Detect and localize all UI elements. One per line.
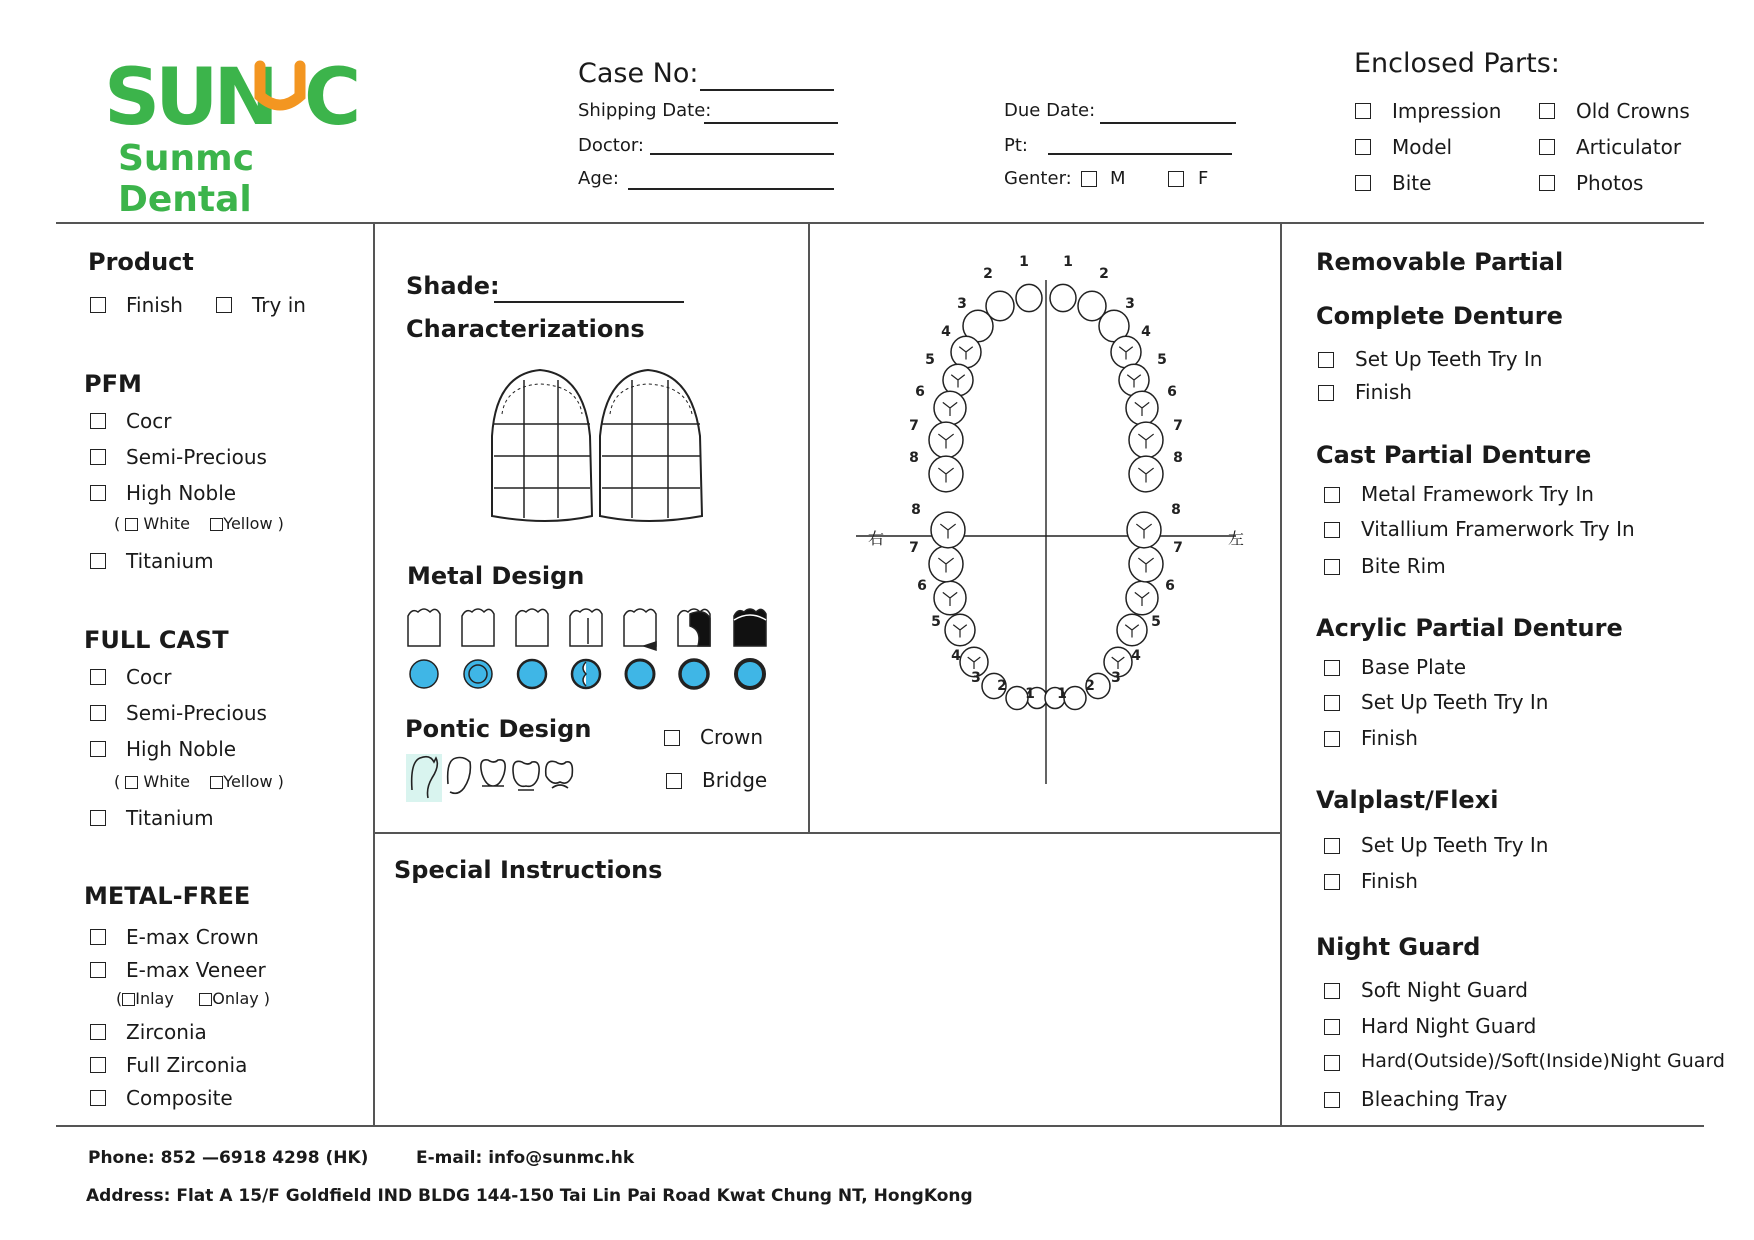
cast-metal-framework-label: Metal Framework Try In (1361, 482, 1594, 506)
complete-finish-checkbox[interactable] (1318, 385, 1334, 401)
characterizations-title: Characterizations (406, 315, 645, 343)
doctor-field[interactable] (650, 153, 834, 155)
svg-text:C: C (304, 53, 362, 132)
pontic-5-icon[interactable] (546, 761, 573, 788)
product-try-in-label: Try in (252, 293, 306, 317)
gender-label: Genter: (1004, 168, 1072, 189)
pfm-white-checkbox[interactable] (125, 518, 138, 531)
metal-free-zirconia-checkbox[interactable] (90, 1024, 106, 1040)
shipping-date-field[interactable] (704, 122, 838, 124)
tooth-number-upper-left-3: 3 (1125, 296, 1135, 312)
product-finish-label: Finish (126, 293, 183, 317)
pontic-crown-checkbox[interactable] (664, 730, 680, 746)
gender-f-checkbox[interactable] (1168, 171, 1184, 187)
metal-design-title: Metal Design (407, 562, 585, 590)
night-soft-checkbox[interactable] (1324, 983, 1340, 999)
acrylic-finish-label: Finish (1361, 726, 1418, 750)
tooth-number-upper-left-6: 6 (1167, 384, 1177, 400)
special-instructions-title: Special Instructions (394, 856, 663, 884)
tooth-upper-right-1[interactable] (1016, 284, 1042, 311)
metal-free-emax-crown-checkbox[interactable] (90, 929, 106, 945)
night-hard-soft-checkbox[interactable] (1324, 1055, 1340, 1071)
full-cast-titanium-label: Titanium (126, 806, 214, 830)
characterization-teeth-diagram[interactable] (488, 366, 710, 538)
metal-free-inlay-onlay-options: ( Inlay Onlay ) (116, 989, 271, 1008)
tooth-number-lower-right-5: 5 (931, 614, 941, 630)
special-instructions-area[interactable] (380, 900, 1270, 1118)
col-divider-3 (1280, 222, 1282, 1126)
enclosed-model-checkbox[interactable] (1355, 139, 1371, 155)
tooth-number-lower-left-8: 8 (1171, 502, 1181, 518)
night-soft-label: Soft Night Guard (1361, 978, 1528, 1002)
metal-free-inlay-checkbox[interactable] (122, 993, 135, 1006)
complete-setup-checkbox[interactable] (1318, 352, 1334, 368)
special-divider (373, 832, 1281, 834)
pfm-titanium-checkbox[interactable] (90, 553, 106, 569)
valplast-finish-checkbox[interactable] (1324, 874, 1340, 890)
brand-name: Sunmc Dental (118, 138, 255, 220)
tooth-number-lower-left-3: 3 (1111, 670, 1121, 686)
acrylic-setup-label: Set Up Teeth Try In (1361, 690, 1549, 714)
full-cast-yellow-checkbox[interactable] (210, 776, 223, 789)
acrylic-base-plate-checkbox[interactable] (1324, 660, 1340, 676)
pfm-alloy-options: ( White Yellow ) (114, 514, 284, 533)
enclosed-bite-checkbox[interactable] (1355, 175, 1371, 191)
valplast-setup-label: Set Up Teeth Try In (1361, 833, 1549, 857)
enclosed-model-label: Model (1392, 135, 1453, 159)
night-bleaching-tray-label: Bleaching Tray (1361, 1087, 1508, 1111)
enclosed-photos-checkbox[interactable] (1539, 175, 1555, 191)
acrylic-base-plate-label: Base Plate (1361, 655, 1467, 679)
enclosed-articulator-label: Articulator (1576, 135, 1682, 159)
tooth-number-lower-right-1: 1 (1025, 686, 1035, 702)
full-cast-high-noble-label: High Noble (126, 737, 237, 761)
pfm-cocr-checkbox[interactable] (90, 413, 106, 429)
metal-design-7-icon[interactable] (734, 609, 766, 688)
logo (104, 52, 374, 220)
valplast-setup-checkbox[interactable] (1324, 838, 1340, 854)
enclosed-impression-label: Impression (1392, 99, 1502, 123)
pfm-title: PFM (84, 370, 142, 398)
product-try-in-checkbox[interactable] (216, 297, 232, 313)
tooth-number-lower-right-8: 8 (911, 502, 921, 518)
pontic-crown-label: Crown (700, 725, 764, 749)
col-divider-1 (373, 222, 375, 1126)
pontic-design-title: Pontic Design (405, 715, 592, 743)
tooth-number-upper-left-7: 7 (1173, 418, 1183, 434)
enclosed-articulator-checkbox[interactable] (1539, 139, 1555, 155)
age-field[interactable] (628, 188, 834, 190)
pontic-design-options[interactable] (406, 752, 576, 804)
product-finish-checkbox[interactable] (90, 297, 106, 313)
tooth-number-lower-left-4: 4 (1131, 648, 1141, 664)
tooth-number-lower-right-6: 6 (917, 578, 927, 594)
night-hard-label: Hard Night Guard (1361, 1014, 1537, 1038)
enclosed-photos-label: Photos (1576, 171, 1644, 195)
complete-setup-label: Set Up Teeth Try In (1355, 347, 1543, 371)
tooth-number-upper-left-1: 1 (1063, 254, 1073, 270)
metal-free-full-zirconia-label: Full Zirconia (126, 1053, 248, 1077)
metal-free-emax-veneer-checkbox[interactable] (90, 962, 106, 978)
metal-design-5-icon[interactable] (624, 609, 656, 688)
metal-free-onlay-checkbox[interactable] (199, 993, 212, 1006)
tooth-number-upper-right-5: 5 (925, 352, 935, 368)
logo-wordmark (104, 52, 374, 132)
tooth-number-lower-left-6: 6 (1165, 578, 1175, 594)
tooth-number-upper-right-3: 3 (957, 296, 967, 312)
metal-design-6-icon[interactable] (678, 609, 710, 688)
full-cast-title: FULL CAST (84, 626, 229, 654)
tooth-lower-left-2[interactable] (1064, 686, 1086, 709)
tooth-number-upper-right-8: 8 (909, 450, 919, 466)
gender-f-label: F (1198, 168, 1209, 189)
night-hard-soft-label: Hard(Outside)/Soft(Inside)Night Guard (1361, 1050, 1725, 1072)
metal-free-emax-veneer-label: E-max Veneer (126, 958, 266, 982)
age-label: Age: (578, 168, 619, 189)
tooth-number-upper-right-6: 6 (915, 384, 925, 400)
case-no-field[interactable] (700, 89, 834, 91)
full-cast-white-label: White (143, 772, 190, 791)
acrylic-partial-title: Acrylic Partial Denture (1316, 614, 1623, 642)
acrylic-setup-checkbox[interactable] (1324, 695, 1340, 711)
night-guard-title: Night Guard (1316, 933, 1481, 961)
cast-vitallium-checkbox[interactable] (1324, 522, 1340, 538)
metal-design-2-icon[interactable] (462, 609, 494, 688)
full-cast-white-checkbox[interactable] (125, 776, 138, 789)
pt-field[interactable] (1048, 153, 1232, 155)
shade-field[interactable] (494, 301, 684, 303)
metal-free-composite-label: Composite (126, 1086, 233, 1110)
metal-design-1-icon[interactable] (408, 609, 440, 688)
footer-divider (56, 1125, 1704, 1127)
chart-left-label: 左 (1228, 529, 1245, 548)
tooth-number-lower-right-2: 2 (997, 678, 1007, 694)
removable-partial-title: Removable Partial (1316, 248, 1564, 276)
metal-free-title: METAL-FREE (84, 882, 251, 910)
due-date-label: Due Date: (1004, 100, 1096, 121)
gender-m-label: M (1110, 168, 1126, 189)
full-cast-cocr-label: Cocr (126, 665, 172, 689)
gender-m-checkbox[interactable] (1081, 171, 1097, 187)
tooth-number-upper-right-1: 1 (1019, 254, 1029, 270)
pfm-semi-precious-checkbox[interactable] (90, 449, 106, 465)
full-cast-alloy-options: ( White Yellow ) (114, 772, 284, 791)
pfm-yellow-checkbox[interactable] (210, 518, 223, 531)
enclosed-bite-label: Bite (1392, 171, 1432, 195)
shade-label: Shade: (406, 272, 500, 300)
footer-address: Address: Flat A 15/F Goldfield IND BLDG 144-150 Tai Lin Pai Road Kwat Chung NT, HongKong (86, 1186, 973, 1206)
valplast-title: Valplast/Flexi (1316, 786, 1499, 814)
tooth-number-upper-left-4: 4 (1141, 324, 1151, 340)
pfm-high-noble-label: High Noble (126, 481, 237, 505)
complete-finish-label: Finish (1355, 380, 1412, 404)
metal-design-4-icon[interactable] (570, 609, 602, 688)
due-date-field[interactable] (1100, 122, 1236, 124)
tooth-number-lower-left-2: 2 (1085, 678, 1095, 694)
pfm-titanium-label: Titanium (126, 549, 214, 573)
enclosed-old-crowns-checkbox[interactable] (1539, 103, 1555, 119)
pfm-white-label: White (143, 514, 190, 533)
tooth-number-upper-right-7: 7 (909, 418, 919, 434)
metal-free-zirconia-label: Zirconia (126, 1020, 207, 1044)
metal-design-3-icon[interactable] (516, 609, 548, 688)
tooth-number-upper-left-5: 5 (1157, 352, 1167, 368)
pfm-yellow-label: Yellow (223, 514, 273, 533)
cast-bite-rim-label: Bite Rim (1361, 554, 1446, 578)
cast-bite-rim-checkbox[interactable] (1324, 559, 1340, 575)
metal-free-inlay-label: Inlay (135, 989, 174, 1008)
tooth-number-lower-right-3: 3 (971, 670, 981, 686)
pontic-4-icon[interactable] (513, 761, 539, 790)
tooth-chart-svg[interactable] (810, 224, 1280, 830)
acrylic-finish-checkbox[interactable] (1324, 731, 1340, 747)
pt-label: Pt: (1004, 135, 1028, 156)
full-cast-titanium-checkbox[interactable] (90, 810, 106, 826)
enclosed-old-crowns-label: Old Crowns (1576, 99, 1690, 123)
complete-denture-title: Complete Denture (1316, 302, 1563, 330)
full-cast-cocr-checkbox[interactable] (90, 669, 106, 685)
pfm-high-noble-checkbox[interactable] (90, 485, 106, 501)
full-cast-yellow-label: Yellow (223, 772, 273, 791)
tooth-number-upper-right-4: 4 (941, 324, 951, 340)
pfm-cocr-label: Cocr (126, 409, 172, 433)
case-no-label: Case No: (578, 58, 699, 89)
tooth-number-upper-right-2: 2 (983, 266, 993, 282)
metal-free-emax-crown-label: E-max Crown (126, 925, 259, 949)
pfm-semi-precious-label: Semi-Precious (126, 445, 267, 469)
enclosed-parts-title: Enclosed Parts: (1354, 48, 1560, 79)
tooth-number-lower-right-7: 7 (909, 540, 919, 556)
footer-email: E-mail: info@sunmc.hk (416, 1148, 635, 1168)
doctor-label: Doctor: (578, 135, 644, 156)
tooth-chart[interactable] (810, 224, 1280, 830)
product-title: Product (88, 248, 194, 276)
tooth-upper-left-1[interactable] (1050, 284, 1076, 311)
pontic-bridge-label: Bridge (702, 768, 768, 792)
full-cast-high-noble-checkbox[interactable] (90, 741, 106, 757)
tooth-number-lower-right-4: 4 (951, 648, 961, 664)
full-cast-semi-precious-label: Semi-Precious (126, 701, 267, 725)
valplast-finish-label: Finish (1361, 869, 1418, 893)
tooth-number-upper-left-8: 8 (1173, 450, 1183, 466)
cast-vitallium-label: Vitallium Framerwork Try In (1361, 517, 1635, 541)
chart-right-label: 右 (868, 529, 885, 548)
night-bleaching-tray-checkbox[interactable] (1324, 1092, 1340, 1108)
enclosed-impression-checkbox[interactable] (1355, 103, 1371, 119)
metal-free-composite-checkbox[interactable] (90, 1090, 106, 1106)
shipping-date-label: Shipping Date: (578, 100, 712, 121)
full-cast-semi-precious-checkbox[interactable] (90, 705, 106, 721)
cast-partial-title: Cast Partial Denture (1316, 441, 1592, 469)
tooth-number-lower-left-5: 5 (1151, 614, 1161, 630)
pontic-2-icon[interactable] (448, 758, 471, 794)
metal-free-onlay-label: Onlay (212, 989, 259, 1008)
svg-text:SUN: SUN (104, 53, 274, 132)
footer-phone: Phone: 852 —6918 4298 (HK) (88, 1148, 369, 1168)
pontic-3-icon[interactable] (481, 760, 505, 786)
pontic-bridge-checkbox[interactable] (666, 773, 682, 789)
night-hard-checkbox[interactable] (1324, 1019, 1340, 1035)
tooth-number-upper-left-2: 2 (1099, 266, 1109, 282)
metal-free-full-zirconia-checkbox[interactable] (90, 1057, 106, 1073)
metal-design-options[interactable] (404, 606, 776, 696)
tooth-number-lower-left-7: 7 (1173, 540, 1183, 556)
cast-metal-framework-checkbox[interactable] (1324, 487, 1340, 503)
tooth-number-lower-left-1: 1 (1057, 686, 1067, 702)
